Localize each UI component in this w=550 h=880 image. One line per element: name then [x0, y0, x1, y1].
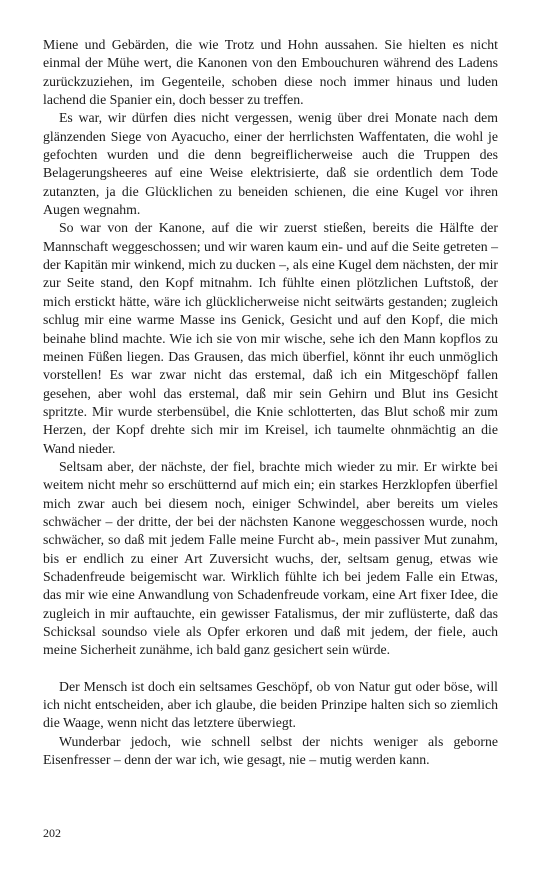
page-body: [43, 36, 498, 769]
paragraph: So war von der Kanone, auf die wir zuerst stießen, bereits die Hälfte der Mannschaft weggeschossen; und wir waren kaum ein- und auf die Seite getreten – der Kapitän mir winkend, mich zu ducken –, als eine Kugel dem nächsten, der mir zur Seite stand, den Kopf mitnahm. Ich fühlte einen plötzlichen Luftstoß, der mich erstickt hätte, wäre ich glücklicherweise nicht seitwärts gestanden; zugleich schlug mir eine warme Masse ins Genick, Gesicht und auf den Kopf, die mich beinahe blind machte. Wie ich sie von mir wische, sehe ich den Mann kopflos zu meinen Füßen liegen. Das Grausen, das mich überfiel, könnt ihr euch unmöglich vorstellen! Es war zwar nicht das erstemal, daß ich ein Mitgeschöpf fallen gesehen, aber wohl das erstemal, daß mir sein Gehirn und Blut ins Gesicht spritzte. Mir wurde sterbensübel, die Knie schlotterten, das Blut schoß mir zum Herzen, der Kopf drehte sich mir im Kreisel, ich taumelte ohnmächtig an die Wand nieder.: [43, 220, 498, 456]
paragraph: Wunderbar jedoch, wie schnell selbst der nichts weniger als geborne Eisenfresser – denn der war ich, wie gesagt, nie – mutig werden kann.: [43, 733, 498, 768]
paragraph: Miene und Gebärden, die wie Trotz und Hohn aussahen. Sie hielten es nicht einmal der Mühe wert, die Kanonen von den Embouchuren während des Ladens zurückzuziehen, im Gegenteile, schoben diese noch immer hinaus und luden lachend die Spanier ein, doch besser zu treffen.: [43, 37, 498, 108]
paragraph: Seltsam aber, der nächste, der fiel, brachte mich wieder zu mir. Er wirkte bei weitem nicht mehr so erschütternd auf mich ein; ein starkes Herzklopfen überfiel mich zwar auch bei diesem noch, einiger Schwindel, aber bereits um vieles schwächer – der dritte, der bei der nächsten Kanone weggeschossen wurde, noch schwächer, so daß mit jedem Falle meine Furcht ab-, mein passiver Mut zunahm, bis er endlich zu einer Art Zuversicht wuchs, der, seltsam genug, etwas wie Schadenfreude beigemischt war. Wirklich fühlte ich bei jedem Falle ein Etwas, das mir wie eine Anwandlung von Schadenfreude vorkam, eine Art fixer Idee, die zugleich in mir auftauchte, ein gewisser Fatalismus, der mir zuflüsterte, daß das Schicksal soundso viele als Opfer erkoren und daß mit jedem, der fiele, auch meine Sicherheit zunähme, ich bald ganz gesichert sein würde.: [43, 458, 498, 658]
paragraph: Der Mensch ist doch ein seltsames Geschöpf, ob von Natur gut oder böse, will ich nicht entscheiden, aber ich glaube, die beiden Prinzipe halten sich so ziemlich die Waage, wenn nicht das letztere überwiegt.: [43, 678, 498, 731]
page-number: 202: [43, 826, 61, 840]
paragraph: Es war, wir dürfen dies nicht vergessen, wenig über drei Monate nach dem glänzenden Siege von Ayacucho, einer der herrlichsten Waffentaten, die wohl je gefochten wurden und die denn begreiflicherweise auch die Truppen des Belagerungsheeres auf eine Weise elektrisierte, daß sie ordentlich dem Tode zutanzten, ja die Glücklichen zu beneiden schienen, die eine Kugel vor ihren Augen wegnahm.: [43, 110, 498, 218]
